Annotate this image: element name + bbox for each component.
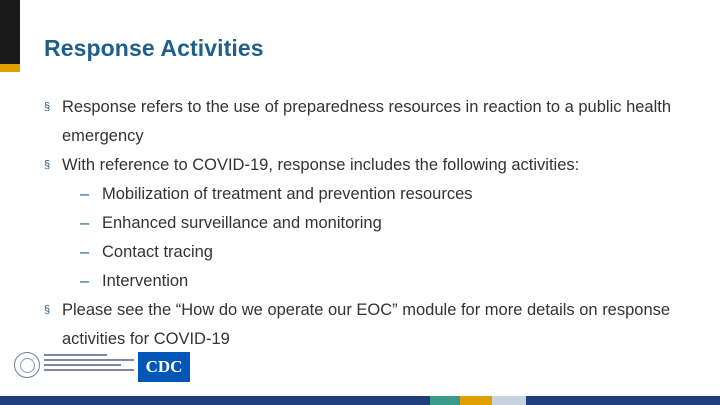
sub-bullet-text: Intervention: [102, 272, 189, 290]
sub-bullet-text: Mobilization of treatment and prevention resources: [102, 185, 473, 203]
bullet-text: With reference to COVID-19, response includes the following activities:: [62, 156, 580, 174]
dash-marker: –: [80, 243, 90, 261]
header-accent-gold: [0, 64, 20, 72]
sub-bullet-text: Contact tracing: [102, 243, 213, 261]
dash-marker: –: [80, 272, 90, 290]
sub-bullet-text: Enhanced surveillance and monitoring: [102, 214, 382, 232]
bullet-text: Response refers to the use of preparedness resources in reaction to a public health emergency: [62, 98, 672, 145]
bar-segment: [492, 396, 526, 405]
georgetown-seal-icon: [14, 352, 40, 378]
slide-title: Response Activities: [44, 35, 264, 61]
sub-bullet-item: [44, 209, 684, 238]
bullet-list: [44, 93, 684, 354]
bullet-item: [44, 151, 684, 180]
cdc-logo: CDC: [138, 352, 190, 382]
bullet-marker: §: [44, 159, 51, 171]
bullet-marker: §: [44, 101, 51, 113]
georgetown-wordmark: [44, 354, 134, 374]
header-accent-black: [0, 0, 20, 64]
dash-marker: –: [80, 185, 90, 203]
bar-segment: [526, 396, 720, 405]
sub-bullet-item: [44, 267, 684, 296]
dash-marker: –: [80, 214, 90, 232]
footer-color-bar: [0, 396, 720, 405]
sub-bullet-item: [44, 180, 684, 209]
bullet-marker: §: [44, 304, 51, 316]
bullet-text: Please see the “How do we operate our EOC” module for more details on response activities for COVID-19: [62, 301, 671, 348]
bar-segment: [0, 396, 430, 405]
bullet-item: [44, 296, 684, 354]
bar-segment: [460, 396, 492, 405]
bar-segment: [430, 396, 460, 405]
bullet-item: [44, 93, 684, 151]
sub-bullet-item: [44, 238, 684, 267]
